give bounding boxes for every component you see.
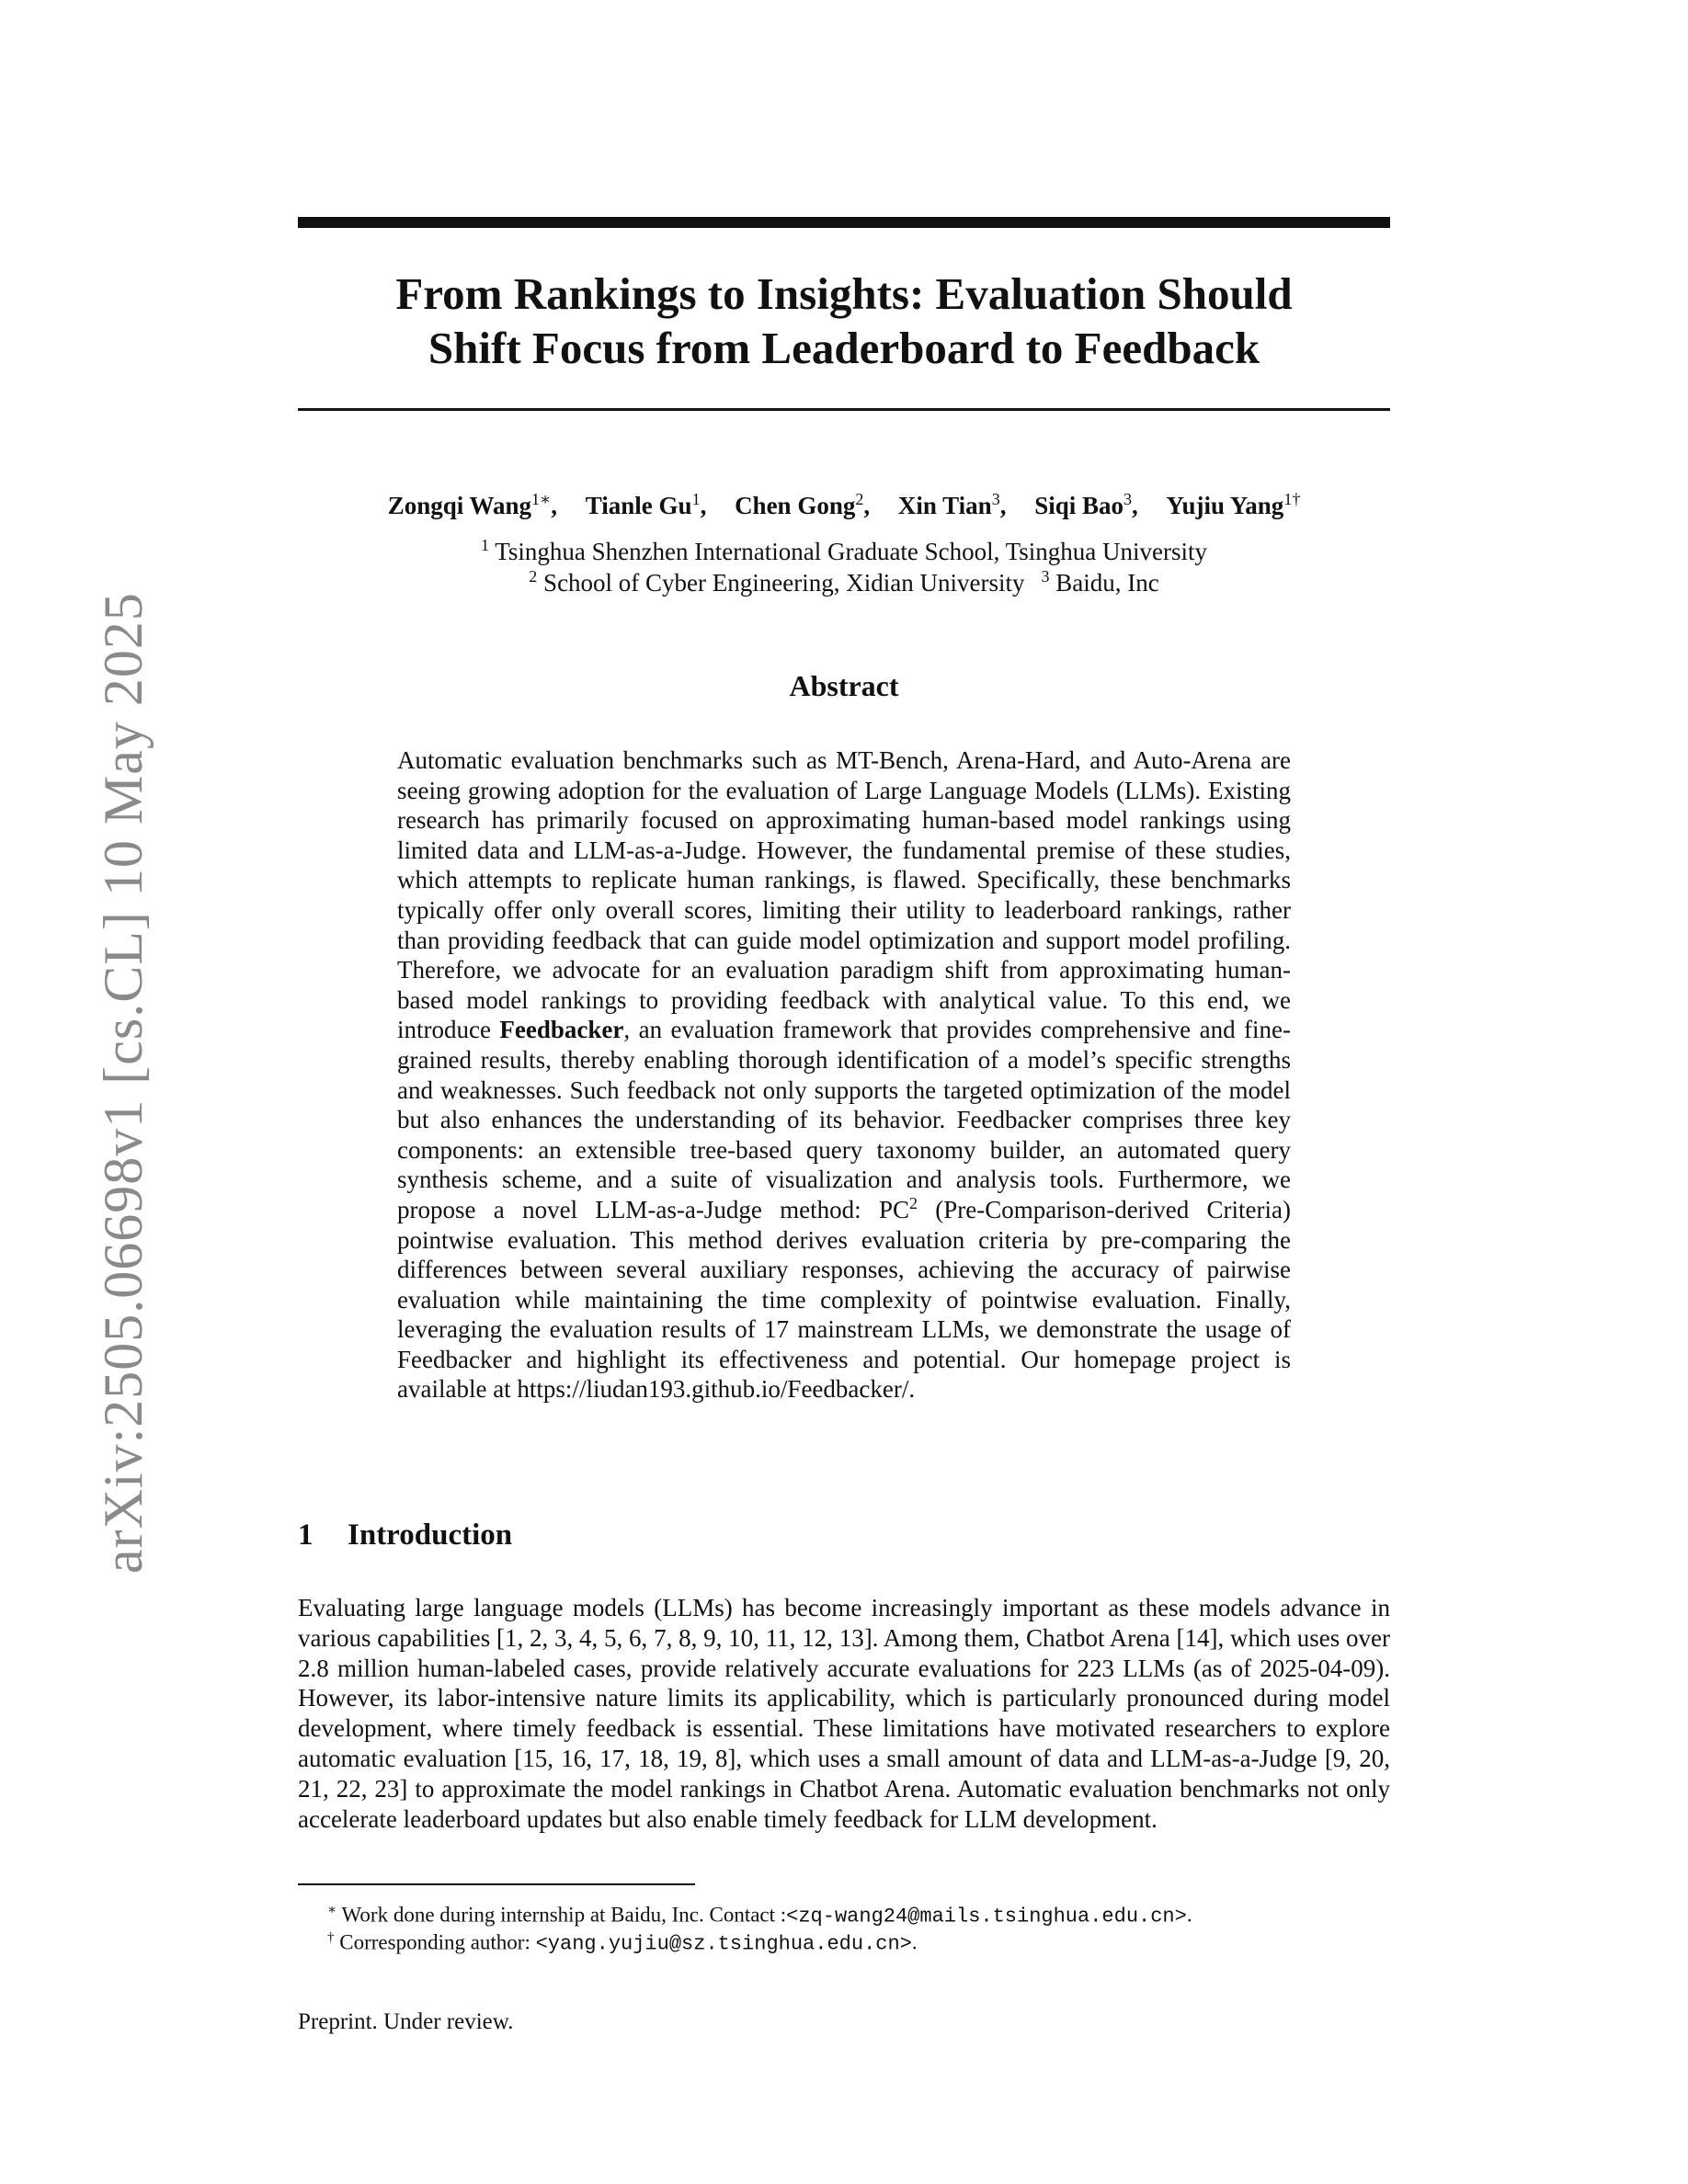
abstract-heading: Abstract (789, 669, 899, 702)
paper-title (298, 267, 1390, 375)
section-heading-introduction (298, 1519, 512, 1553)
feedbacker-name: Feedbacker (499, 1016, 624, 1044)
corresponding-email: <yang.yujiu@sz.tsinghua.edu.cn> (535, 1932, 912, 1956)
preprint-notice: Preprint. Under review. (298, 2009, 514, 2034)
introduction-paragraph: Evaluating large language models (LLMs) has become increasingly important as these models advance in various capabilities [1, 2, 3, 4, 5, 6, 7, 8, 9, 10, 11, 12, 13]. Among them, Chatbot Arena [14], which uses over 2.8 million human-labeled cases, provide relatively accurate evaluations for 223 LLMs (as of 2025-04-09). However, its labor-intensive nature limits its applicability, which is particularly pronounced during model development, where timely feedback is essential. These limitations have motivated researchers to explore automatic evaluation [15, 16, 17, 18, 19, 8], which uses a small amount of data and LLM-as-a-Judge [9, 20, 21, 22, 23] to approximate the model rankings in Chatbot Arena. Automatic evaluation benchmarks not only accelerate leaderboard updates but also enable timely feedback for LLM development. (298, 1594, 1390, 1833)
contact-email: <zq-wang24@mails.tsinghua.edu.cn> (786, 1905, 1187, 1928)
affiliation-baidu: Baidu, Inc (1055, 569, 1159, 597)
affiliation-line-1: $^1$ Tsinghua Shenzhen International Graduate School, Tsinghua University (480, 536, 1208, 565)
affiliation-tsinghua: Tsinghua Shenzhen International Graduate School, Tsinghua University (495, 538, 1208, 565)
author: Tianle Gu$^1$, (585, 490, 707, 519)
title-bottom-rule (298, 408, 1390, 411)
title-top-rule (298, 217, 1390, 228)
author-list (298, 483, 1390, 521)
title-line-1: From Rankings to Insights: Evaluation Should (395, 268, 1293, 319)
affiliation-xidian: School of Cyber Engineering, Xidian University (543, 569, 1025, 597)
footnote-corresponding-author: † Corresponding author: <yang.yujiu@sz.tsinghua.edu.cn>. (327, 1930, 918, 1956)
abstract-body: Automatic evaluation benchmarks such as MT-Bench, Arena-Hard, and Auto-Arena are seeing growing adoption for the evaluation of Large Language Models (LLMs). Existing research has primarily focused on approximating human-based model rankings using limited data and LLM-as-a-Judge. However, the fundamental premise of these studies, which attempts to replicate human rankings, is flawed. Specifically, these benchmarks typically offer only overall scores, limiting their utility to leaderboard rankings, rather than providing feedback that can guide model optimization and support model profiling. Therefore, we advocate for an evaluation paradigm shift from approximating human-based model rankings to providing feedback with analytical value. To this end, we introduce Feedbacker, an evaluation framework that provides comprehensive and fine-grained results, thereby enabling thorough identification of a model’s specific strengths and weaknesses. Such feedback not only supports the targeted optimization of the model but also enhances the understanding of its behavior. Feedbacker comprises three key components: an extensible tree-based query taxonomy builder, an automated query synthesis scheme, and a suite of visualization and analysis tools. Furthermore, we propose a novel LLM-as-a-Judge method: $PC^2$ (Pre-Comparison-derived Criteria) pointwise evaluation. This method derives evaluation criteria by pre-comparing the differences between several auxiliary responses, achieving the accuracy of pairwise evaluation while maintaining the time complexity of pointwise evaluation. Finally, leveraging the evaluation results of 17 mainstream LLMs, we demonstrate the usage of Feedbacker and highlight its effectiveness and potential. Our homepage project is available at https://liudan193.github.io/Feedbacker/. (397, 746, 1291, 1404)
section-number: 1 (298, 1519, 314, 1552)
author: Chen Gong$^2$, (735, 490, 871, 519)
arxiv-identifier-stamp: arXiv:2505.06698v1 [cs.CL] 10 May 2025 (93, 592, 154, 1574)
author: Zongqi Wang$^{1∗}$, (387, 490, 558, 519)
author: Yujiu Yang$^{1\dagger}$ (1166, 490, 1301, 519)
author: Siqi Bao$^3$, (1034, 490, 1138, 519)
affiliation-line-2: $^2$ School of Cyber Engineering, Xidian University $^3$ Baidu, Inc (529, 567, 1159, 597)
author: Xin Tian$^3$, (897, 490, 1007, 519)
footnote-internship: ∗ Work done during internship at Baidu, Inc. Contact :<zq-wang24@mails.tsinghua.edu.cn>. (327, 1903, 1192, 1928)
title-line-2: Shift Focus from Leaderboard to Feedback (428, 323, 1260, 373)
section-title: Introduction (348, 1519, 513, 1552)
footnote-rule (298, 1883, 695, 1885)
